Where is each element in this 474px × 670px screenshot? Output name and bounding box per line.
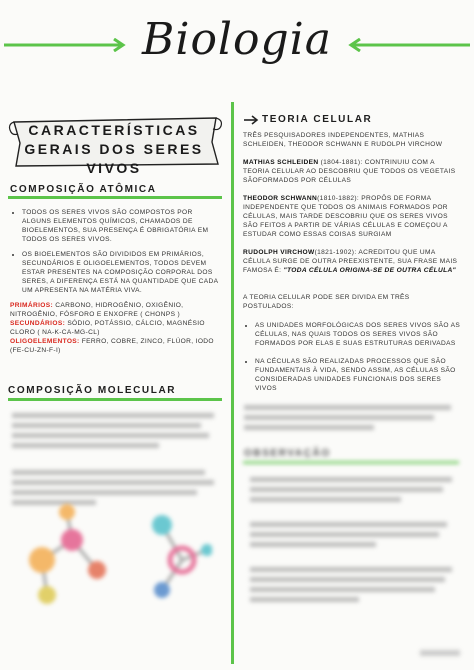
oligo-line — [10, 337, 222, 355]
schleiden-name: MATHIAS SCHLEIDEN — [243, 159, 319, 166]
heading-composicao-atomica: COMPOSIÇÃO ATÔMICA — [10, 184, 157, 195]
heading-teoria-celular: TEORIA CELULAR — [262, 114, 373, 125]
arrow-right-icon — [243, 115, 259, 125]
heading-underline — [8, 398, 222, 401]
list-item: • NA CÉCULAS SÃO REALIZADAS PROCESSOS QUE SÃO FUNDAMENTAIS À VIDA, SENDO ASSIM, AS CÉLULAS SÃO CONSIDERADAS UNIDADES FUNCIONAIS DOS SERES VIVOS — [255, 357, 461, 393]
schleiden-text: (1804-1881): CONTRINUIU COM A TEORIA CELULAR AO DESCOBRIU QUE TODOS OS VEGETAIS SÃOFORMADOS POR CÉLULAS — [243, 159, 456, 184]
secundarios-label: SECUNDÁRIOS: — [10, 320, 66, 327]
primarios-label: PRIMÁRIOS: — [10, 302, 54, 309]
blurred-observacao-body — [250, 472, 460, 607]
list-item: • OS BIOELEMENTOS SÃO DIVIDIDOS EM PRIMÁRIOS, SECUNDÁRIOS E OLIGOELEMENTOS, TODOS DEVEM ESTAR PRESENTES NA COMPOSIÇÃO CORPORAL DOS SERES, A DIFERENÇA ESTÁ NA QUANTIDADE QUE CADA UM APRESENTA NA MATÉRIA VIVA. — [22, 250, 222, 295]
section-banner — [10, 121, 218, 178]
schwann-name: THEODOR SCHWANN — [243, 195, 318, 202]
molecule-illustration — [12, 500, 212, 610]
heading-underline — [8, 196, 222, 199]
oligo-text: FERRO, COBRE, ZINCO, FLÚOR, IODO (FE-CU-ZN-F-I) — [10, 338, 214, 354]
secundarios-line — [10, 319, 222, 337]
blurred-preview-right — [244, 400, 460, 435]
list-item: • TODOS OS SERES VIVOS SÃO COMPOSTOS POR ALGUNS ELEMENTOS QUÍMICOS, CHAMADOS DE BIOELEMENTOS, SUA PRESENÇA É OBRIGATÓRIA EM TODOS OS SERES VIVOS. — [22, 208, 222, 244]
list-item: • AS UNIDADES MORFOLÓGICAS DOS SERES VIVOS SÃO AS CÉLULAS, NAS QUAIS TODOS OS SERES VIVOS SÃO FORMADOS POR ELAS E SUAS ESTRUTURAS DERIVADAS — [255, 321, 461, 348]
primarios-line — [10, 301, 222, 319]
schleiden-paragraph — [243, 158, 461, 185]
composicao-atomica-body — [10, 208, 222, 355]
heading-observacao: OBSERVAÇÃO — [244, 448, 331, 459]
postulados-intro: A TEORIA CELULAR PODE SER DIVIDA EM TRÊS POSTULADOS: — [243, 294, 410, 310]
banner-line-1: CARACTERÍSTICAS — [28, 122, 200, 138]
heading-underline — [243, 461, 459, 464]
virchow-quote: "TODA CÉLULA ORIGINA-SE DE OUTRA CÉLULA" — [283, 267, 457, 274]
schwann-text: (1810-1882): PROPÔS DE FORMA INDEPENDENTE QUE TODOS OS ANIMAIS FORMADOS POR CÉLULAS, MAIS TARDE DESCOBRIU QUE OS SERES VIVOS SÃO FEITOS A PARTIR DE VÁRIAS CÉLULAS E COMEÇOU A ESTUDAR COMO ESSAS COISAS SURGIAM — [243, 195, 448, 238]
banner-line-2: GERAIS DOS SERES VIVOS — [24, 141, 204, 176]
secundarios-text: SÓDIO, POTÁSSIO, CÁLCIO, MAGNÉSIO CLORO ( NA-K-CA-MG-CL) — [10, 320, 205, 336]
heading-composicao-molecular: COMPOSIÇÃO MOLECULAR — [8, 385, 177, 396]
schwann-paragraph — [243, 194, 461, 239]
intro-text: TRÊS PESQUISADORES INDEPENDENTES, MATHIAS SCHLEIDEN, THEODOR SCHWANN E RUDOLPH VIRCHOW — [243, 132, 443, 148]
virchow-name: RUDOLPH VIRCHOW — [243, 249, 315, 256]
teoria-celular-body — [243, 131, 461, 399]
oligo-label: OLIGOELEMENTOS: — [10, 338, 80, 345]
virchow-text: (1821-1902): ACREDITOU QUE UMA CÉLULA SURGE DE OUTRA PREEXISTENTE, SUA FRASE MAIS FAMOSA É: — [243, 249, 458, 274]
primarios-text: CARBONO, HIDROGÊNIO, OXIGÊNIO, NITROGÊNIO, FÓSFORO E ENXOFRE ( CHONPS ) — [10, 302, 184, 318]
column-divider — [231, 102, 234, 664]
blurred-preview-left — [12, 408, 222, 510]
page-title: Biologia — [142, 14, 332, 65]
page-number — [420, 650, 460, 656]
virchow-paragraph — [243, 248, 461, 275]
